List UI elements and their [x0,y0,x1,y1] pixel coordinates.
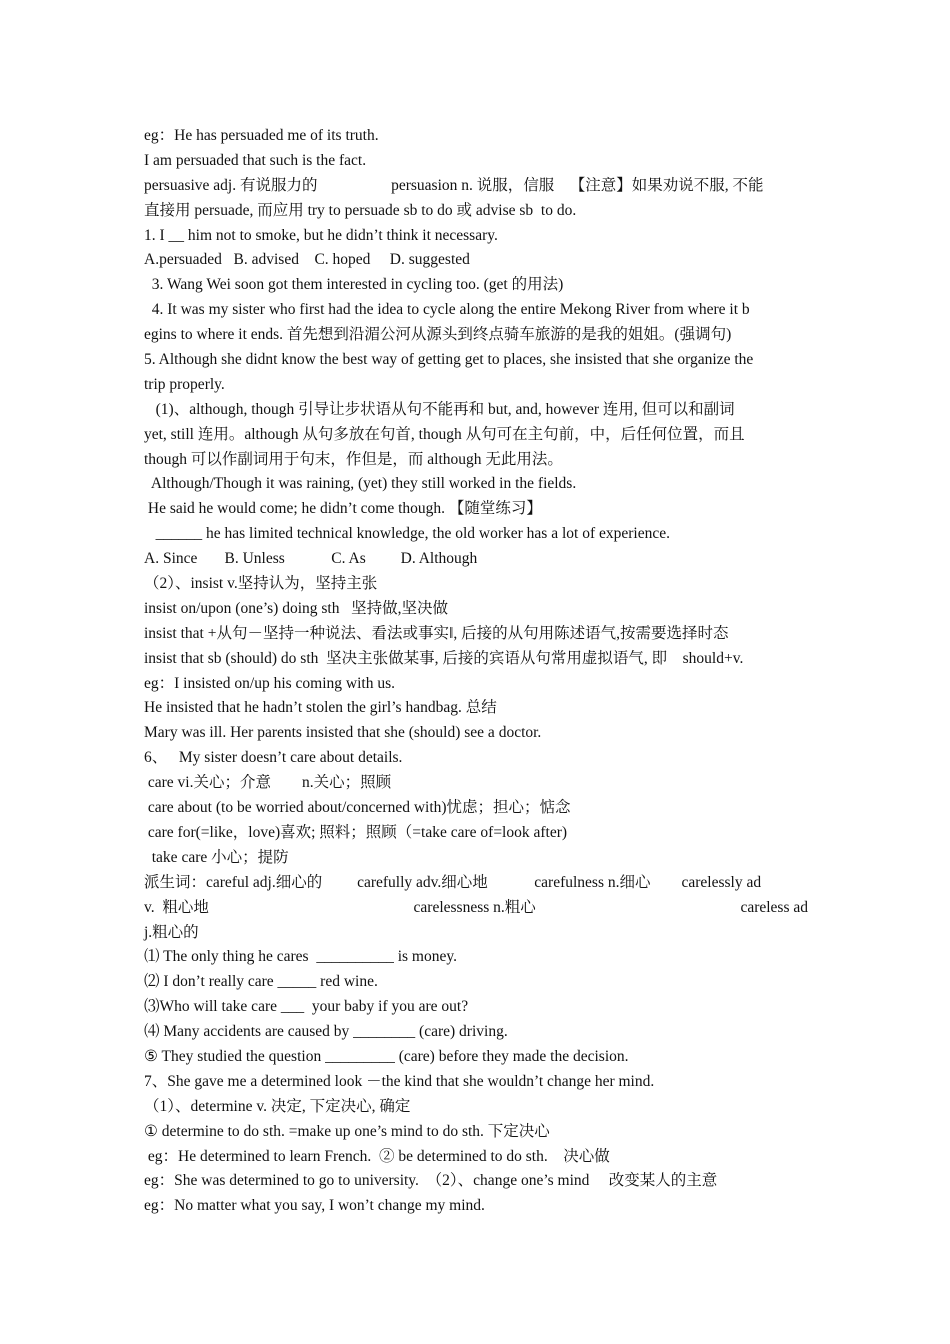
text-line: 3. Wang Wei soon got them interested in cycling too. (get 的用法) [144,276,564,294]
exercise-question: ⑷ Many accidents are caused by ________ (care) driving. [144,1023,508,1041]
exercise-options: A. Since B. Unless C. As D. Although [144,550,478,568]
text-line: persuasive adj. 有说服力的 persuasion n. 说服，信服 【注意】如果劝说不服, 不能 [144,176,764,194]
text-line: care about (to be worried about/concerned with)忧虑；担心；惦念 [144,799,571,817]
example-sentence: eg：No matter what you say, I won’t change my mind. [144,1197,485,1215]
exercise-question: ⑤ They studied the question _________ (care) before they made the decision. [144,1047,629,1065]
text-line: trip properly. [144,375,225,393]
derivatives-line-2 [144,896,808,921]
text-line: take care 小心；提防 [144,848,289,866]
text-line: eg：He has persuaded me of its truth. [144,127,379,144]
exercise-options: A.persuaded B. advised C. hoped D. suggested [144,251,470,269]
text-line: j.粗心的 [144,923,199,941]
example-sentence: Although/Though it was raining, (yet) they still worked in the fields. [144,475,577,493]
text-line: care vi.关心；介意 n.关心；照顾 [144,774,392,792]
exercise-question: ______ he has limited technical knowledge, the old worker has a lot of experience. [144,525,670,543]
text-line: (1)、although, though 引导让步状语从句不能再和 but, and, however 连用, 但可以和副词 [144,400,735,418]
section-heading: 6、 My sister doesn’t care about details. [144,749,403,767]
derivatives-line: 派生词：careful adj.细心的 carefully adv.细心地 carefulness n.细心 carelessly ad [144,873,762,891]
section-heading: 7、She gave me a determined look －the kind that she wouldn’t change her mind. [144,1072,655,1090]
text-line: care for(=like，love)喜欢; 照料；照顾（=take care of=look after) [144,823,568,841]
text-line: insist that sb (should) do sth 坚决主张做某事, 后接的宾语从句常用虚拟语气, 即 should+v. [144,649,744,667]
exercise-question: ⑴ The only thing he cares __________ is money. [144,948,457,966]
text-line: ① determine to do sth. =make up one’s mind to do sth. 下定决心 [144,1122,550,1140]
example-sentence: eg：He determined to learn French. ② be determined to do sth. 决心做 [144,1147,610,1165]
example-sentence: eg：I insisted on/up his coming with us. [144,674,396,692]
text-line: I am persuaded that such is the fact. [144,151,367,169]
text-line: （1）、determine v. 决定, 下定决心, 确定 [144,1097,411,1115]
example-sentence: eg：She was determined to go to university. （2）、change one’s mind 改变某人的主意 [144,1172,718,1190]
example-sentence: He said he would come; he didn’t come though. 【随堂练习】 [144,500,542,518]
exercise-question: ⑶Who will take care ___ your baby if you are out? [144,998,469,1016]
text-line: insist that +从句－坚持一种说法、看法或事实‖, 后接的从句用陈述语气,按需要选择时态 [144,624,729,642]
section-heading: （2）、insist v.坚持认为，坚持主张 [144,575,378,593]
example-sentence: Mary was ill. Her parents insisted that she (should) see a doctor. [144,724,542,742]
derivative-item: v. 粗心地 [144,898,209,916]
example-sentence: He insisted that he hadn’t stolen the girl’s handbag. 总结 [144,699,497,717]
text-line: insist on/upon (one’s) doing sth 坚持做,坚决做 [144,599,448,617]
exercise-question: 1. I __ him not to smoke, but he didn’t think it necessary. [144,226,498,244]
exercise-question: ⑵ I don’t really care _____ red wine. [144,973,378,991]
derivative-item: careless ad [740,898,808,916]
derivative-item: carelessness n.粗心 [413,898,536,916]
document-page [144,124,808,1219]
text-line: 5. Although she didnt know the best way of getting get to places, she insisted that she organize the [144,351,754,369]
text-line: though 可以作副词用于句末，作但是，而 although 无此用法。 [144,450,563,468]
text-line: egins to where it ends. 首先想到沿湄公河从源头到终点骑车旅游的是我的姐姐。(强调句) [144,326,732,344]
text-line: 4. It was my sister who first had the idea to cycle along the entire Mekong River from where it b [144,301,750,319]
text-line: yet, still 连用。although 从句多放在句首, though 从句可在主句前，中，后任何位置，而且 [144,425,745,443]
text-line: 直接用 persuade, 而应用 try to persuade sb to do 或 advise sb to do. [144,201,577,219]
